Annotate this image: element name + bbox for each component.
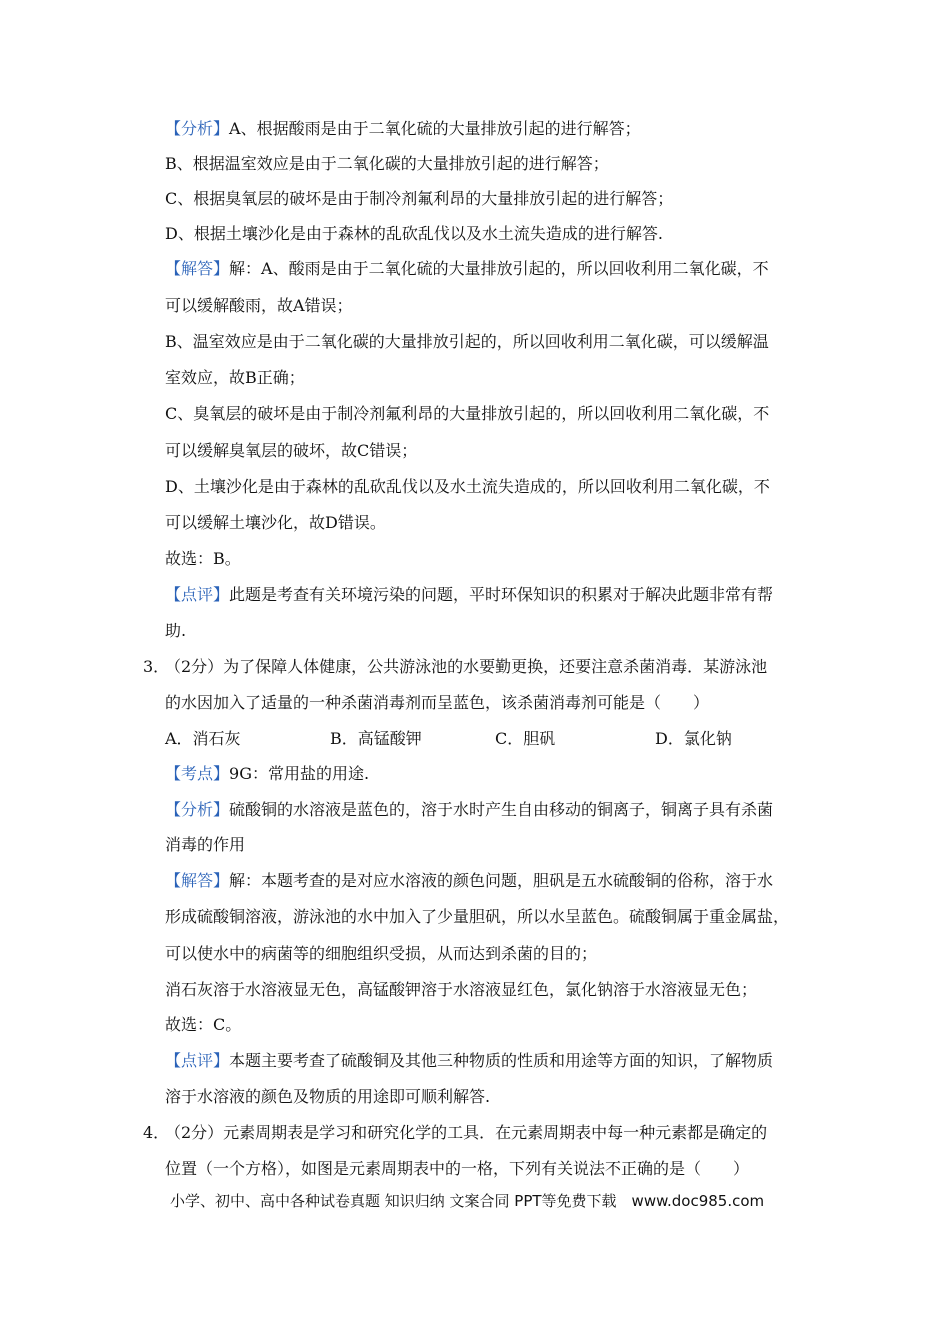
analysis-line-a: 【分析】A、根据酸雨是由于二氧化硫的大量排放引起的进行解答； xyxy=(165,119,641,138)
choice-line: 故选：C。 xyxy=(165,1015,242,1034)
choice-line: 故选：B。 xyxy=(165,549,241,568)
question-stem: （2分）为了保障人体健康，公共游泳池的水要勤更换，还要注意杀菌消毒．某游泳池 xyxy=(165,657,768,676)
answer-line: 室效应，故B正确； xyxy=(165,368,305,387)
answer-line: 形成硫酸铜溶液，游泳池的水中加入了少量胆矾，所以水呈蓝色。硫酸铜属于重金属盐， xyxy=(165,907,790,926)
option-a: A．消石灰 xyxy=(165,729,241,748)
option-d: D．氯化钠 xyxy=(655,729,732,748)
comment-tag: 【点评】 xyxy=(165,1051,230,1070)
analysis-line: 消毒的作用 xyxy=(165,835,246,854)
question-stem: 位置（一个方格），如图是元素周期表中的一格，下列有关说法不正确的是（ ） xyxy=(165,1159,750,1178)
answer-line: D、土壤沙化是由于森林的乱砍乱伐以及水土流失造成的，所以回收利用二氧化碳，不 xyxy=(165,477,770,496)
question-number: 3． xyxy=(143,657,170,676)
analysis-line-c: C、根据臭氧层的破坏是由于制冷剂氟利昂的大量排放引起的进行解答； xyxy=(165,189,674,208)
analysis-tag: 【分析】 xyxy=(165,800,230,819)
point-line: 【考点】9G：常用盐的用途. xyxy=(165,764,370,783)
analysis-line-b: B、根据温室效应是由于二氧化碳的大量排放引起的进行解答； xyxy=(165,154,609,173)
option-b: B．高锰酸钾 xyxy=(330,729,422,748)
answer-line: B、温室效应是由于二氧化碳的大量排放引起的，所以回收利用二氧化碳，可以缓解温 xyxy=(165,332,769,351)
analysis-line: 【分析】硫酸铜的水溶液是蓝色的，溶于水时产生自由移动的铜离子，铜离子具有杀菌 xyxy=(165,800,774,819)
comment-line: 【点评】此题是考查有关环境污染的问题，平时环保知识的积累对于解决此题非常有帮 xyxy=(165,585,774,604)
answer-line: 可以使水中的病菌等的细胞组织受损，从而达到杀菌的目的； xyxy=(165,944,598,963)
point-tag: 【考点】 xyxy=(165,764,230,783)
analysis-line-d: D、根据土壤沙化是由于森林的乱砍乱伐以及水土流失造成的进行解答. xyxy=(165,224,663,243)
comment-line: 助. xyxy=(165,621,187,640)
comment-line: 【点评】本题主要考查了硫酸铜及其他三种物质的性质和用途等方面的知识，了解物质 xyxy=(165,1051,774,1070)
page-footer: 小学、初中、高中各种试卷真题 知识归纳 文案合同 PPT等免费下载 www.doc985.com xyxy=(170,1192,765,1210)
question-stem: 的水因加入了适量的一种杀菌消毒剂而呈蓝色，该杀菌消毒剂可能是（ ） xyxy=(165,693,710,712)
answer-tag: 【解答】 xyxy=(165,259,230,278)
comment-tag: 【点评】 xyxy=(165,585,230,604)
answer-line: 【解答】解：A、酸雨是由于二氧化硫的大量排放引起的，所以回收利用二氧化碳，不 xyxy=(165,259,769,278)
question-stem: （2分）元素周期表是学习和研究化学的工具．在元素周期表中每一种元素都是确定的 xyxy=(165,1123,768,1142)
option-c: C．胆矾 xyxy=(495,729,556,748)
question-number: 4． xyxy=(143,1123,170,1142)
comment-line: 溶于水溶液的颜色及物质的用途即可顺利解答. xyxy=(165,1087,491,1106)
answer-line: 消石灰溶于水溶液显无色，高锰酸钾溶于水溶液显红色，氯化钠溶于水溶液显无色； xyxy=(165,980,758,999)
answer-line: C、臭氧层的破坏是由于制冷剂氟利昂的大量排放引起的，所以回收利用二氧化碳，不 xyxy=(165,404,770,423)
answer-tag: 【解答】 xyxy=(165,871,230,890)
answer-line: 可以缓解酸雨，故A错误； xyxy=(165,296,353,315)
answer-line: 可以缓解臭氧层的破坏，故C错误； xyxy=(165,441,418,460)
answer-line: 可以缓解土壤沙化，故D错误。 xyxy=(165,513,386,532)
answer-line: 【解答】解：本题考查的是对应水溶液的颜色问题，胆矾是五水硫酸铜的俗称，溶于水 xyxy=(165,871,774,890)
analysis-tag: 【分析】 xyxy=(165,119,230,138)
